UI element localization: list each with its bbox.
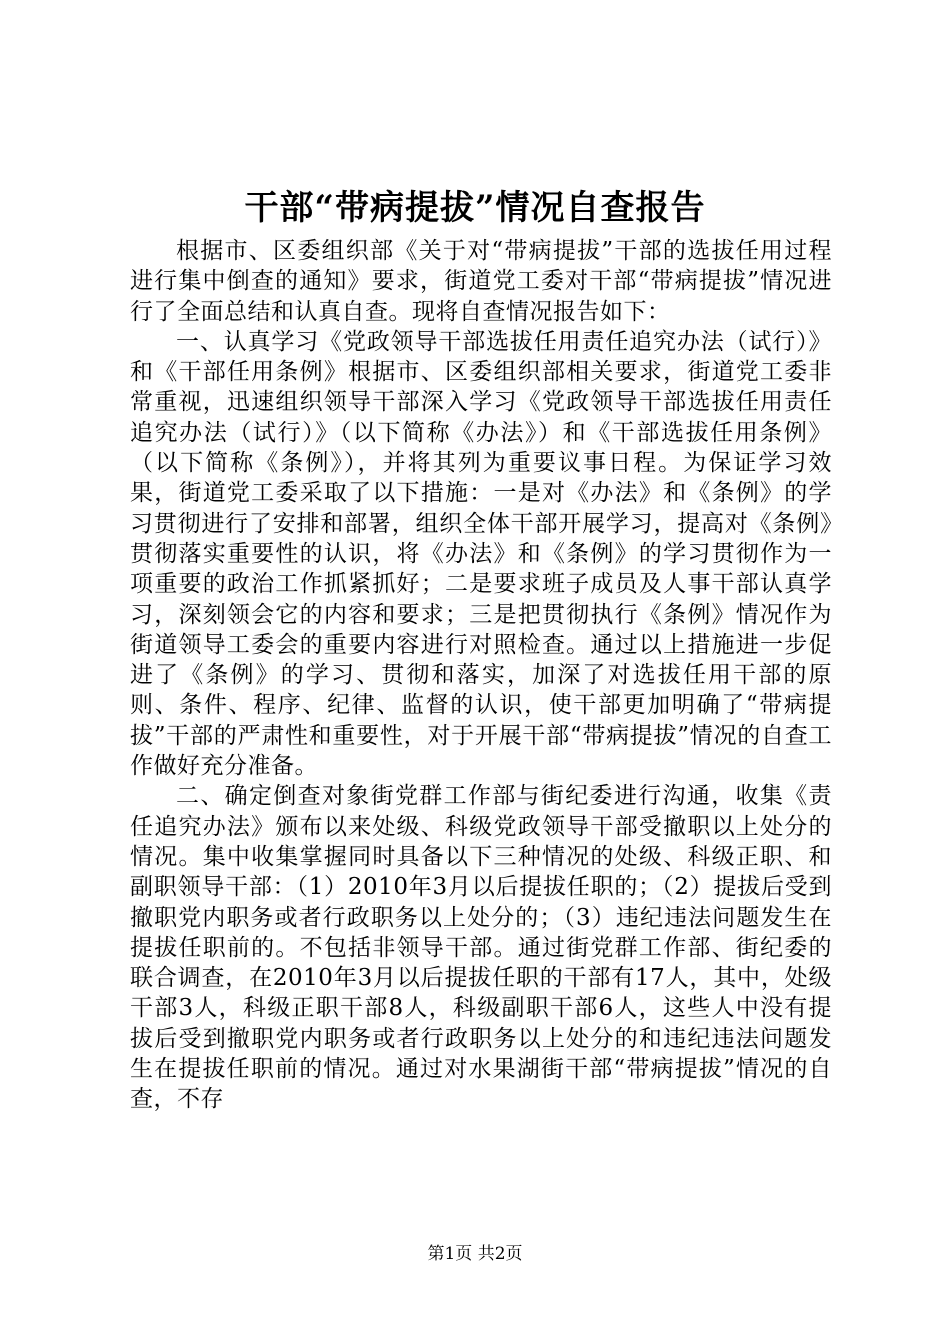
paragraph-section-one: 一、认真学习《党政领导干部选拔任用责任追究办法（试行）》和《干部任用条例》根据市、区委组织部相关要求，街道党工委非常重视，迅速组织领导干部深入学习《党政领导干部选拔任用责任追究办法（试行）》（以下简称《办法》）和《干部选拔任用条例》（以下简称《条例》），并将其列为重要议事日程。为保证学习效果，街道党工委采取了以下措施：一是对《办法》和《条例》的学习贯彻进行了安排和部署，组织全体干部开展学习，提高对《条例》贯彻落实重要性的认识，将《办法》和《条例》的学习贯彻作为一项重要的政治工作抓紧抓好；二是要求班子成员及人事干部认真学习，深刻领会它的内容和要求；三是把贯彻执行《条例》情况作为街道领导工委会的重要内容进行对照检查。通过以上措施进一步促进了《条例》的学习、贯彻和落实，加深了对选拔任用干部的原则、条件、程序、纪律、监督的认识，使干部更加明确了“带病提拔”干部的严肃性和重要性，对于开展干部“带病提拔”情况的自查工作做好充分准备。 — [130, 328, 832, 780]
paragraph-intro: 根据市、区委组织部《关于对“带病提拔”干部的选拔任用过程进行集中倒查的通知》要求，街道党工委对干部“带病提拔”情况进行了全面总结和认真自查。现将自查情况报告如下： — [130, 238, 832, 325]
document-title: 干部“带病提拔”情况自查报告 — [244, 188, 706, 228]
paragraph-section-two: 二、确定倒查对象街党群工作部与街纪委进行沟通，收集《责任追究办法》颁布以来处级、科级党政领导干部受撤职以上处分的情况。集中收集掌握同时具备以下三种情况的处级、科级正职、和副职领导干部：（1）2010年3月以后提拔任职的；（2）提拔后受到撤职党内职务或者行政职务以上处分的；（3）违纪违法问题发生在提拔任职前的。不包括非领导干部。通过街党群工作部、街纪委的联合调查，在2010年3月以后提拔任职的干部有17人，其中，处级干部3人，科级正职干部8人，科级副职干部6人，这些人中没有提拔后受到撤职党内职务或者行政职务以上处分的和违纪违法问题发生在提拔任职前的情况。通过对水果湖街干部“带病提拔”情况的自查，不存 — [130, 783, 832, 1113]
page-number-footer: 第1页 共2页 — [427, 1244, 523, 1264]
document-body — [130, 236, 832, 1115]
